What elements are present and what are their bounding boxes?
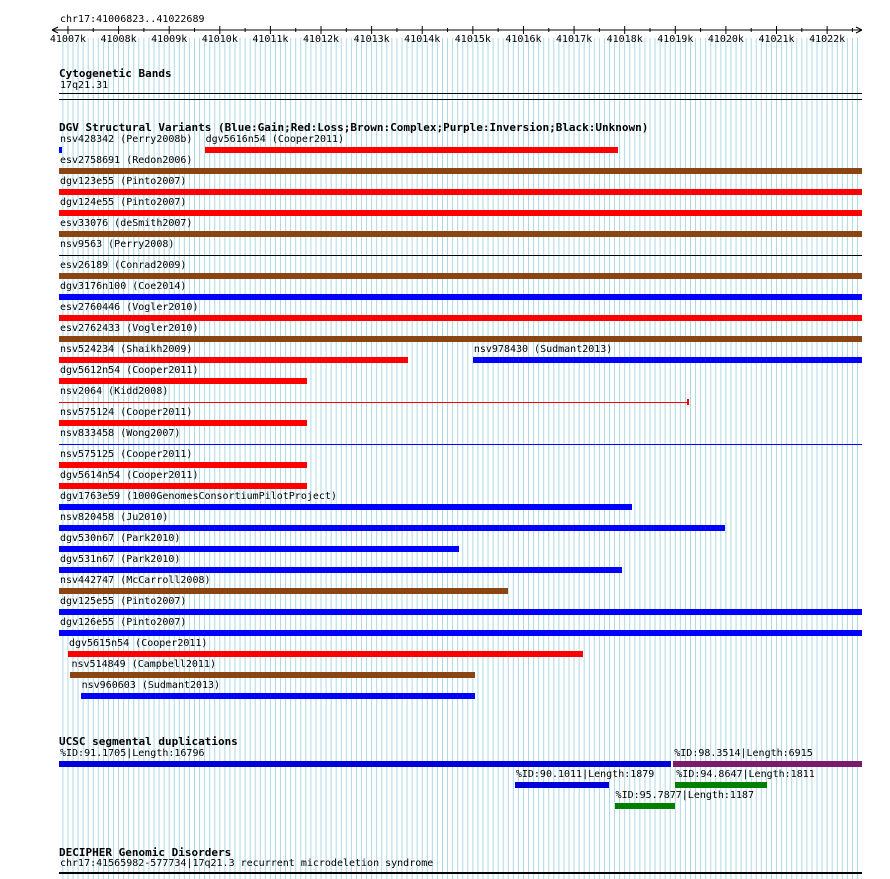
dgv-variant-label[interactable]: esv2760446 (Vogler2010) (60, 302, 199, 313)
dgv-variant-bar[interactable] (59, 357, 408, 363)
dgv-variant-bar[interactable] (59, 462, 307, 468)
dgv-track-title[interactable]: DGV Structural Variants (Blue:Gain;Red:Loss;Brown:Complex;Purple:Inversion;Black:Unknown) (59, 121, 649, 134)
dgv-variant-bar[interactable] (59, 255, 862, 256)
dgv-variant-bar[interactable] (59, 567, 622, 573)
ruler-tick-label: 41019k (657, 34, 694, 45)
dgv-variant-label[interactable]: dgv530n67 (Park2010) (60, 533, 181, 544)
ruler-tick-label: 41010k (201, 34, 238, 45)
segdup-bar[interactable] (59, 761, 671, 767)
segdup-label[interactable]: %ID:95.7877|Length:1187 (615, 790, 755, 801)
dgv-variant-label[interactable]: dgv126e55 (Pinto2007) (60, 617, 187, 628)
ruler-tick-label: 41008k (100, 34, 137, 45)
location-label: chr17:41006823..41022689 (60, 14, 205, 25)
dgv-variant-bar[interactable] (59, 210, 862, 216)
dgv-variant-bar[interactable] (59, 525, 725, 531)
dgv-variant-bar[interactable] (59, 315, 862, 321)
dgv-variant-label[interactable]: dgv124e55 (Pinto2007) (60, 197, 187, 208)
dgv-variant-label[interactable]: nsv9563 (Perry2008) (60, 239, 175, 250)
dgv-variant-label[interactable]: nsv820458 (Ju2010) (60, 512, 169, 523)
dgv-variant-bar[interactable] (59, 231, 862, 237)
dgv-variant-bar[interactable] (59, 483, 307, 489)
dgv-variant-label[interactable]: nsv442747 (McCarroll2008) (60, 575, 211, 586)
cytoband-track-title[interactable]: Cytogenetic Bands (59, 67, 172, 80)
dgv-variant-label[interactable]: nsv978430 (Sudmant2013) (473, 344, 613, 355)
dgv-variant-label[interactable]: nsv960603 (Sudmant2013) (81, 680, 221, 691)
dgv-variant-label[interactable]: dgv1763e59 (1000GenomesConsortiumPilotProject) (60, 491, 337, 502)
dgv-variant-label[interactable]: dgv3176n100 (Coe2014) (60, 281, 187, 292)
ruler-tick-label: 41007k (49, 34, 87, 45)
decipher-feature-label[interactable]: chr17:41565982-577734|17q21.3 recurrent microdeletion syndrome (60, 858, 434, 869)
decipher-track-title[interactable]: DECIPHER Genomic Disorders (59, 846, 232, 859)
dgv-variant-bar[interactable] (205, 147, 618, 153)
ruler-tick-label: 41017k (556, 34, 593, 45)
dgv-variant-bar[interactable] (59, 420, 307, 426)
dgv-variant-label[interactable]: esv2758691 (Redon2006) (60, 155, 193, 166)
dgv-variant-label[interactable]: nsv833458 (Wong2007) (60, 428, 181, 439)
ruler-tick-label: 41021k (758, 34, 795, 45)
dgv-variant-label[interactable]: dgv125e55 (Pinto2007) (60, 596, 187, 607)
ruler-tick-label: 41018k (606, 34, 643, 45)
cytoband-line (59, 93, 862, 94)
dgv-variant-bar[interactable] (81, 693, 476, 699)
segdup-bar[interactable] (515, 782, 610, 788)
segdup-bar[interactable] (675, 782, 767, 788)
dgv-variant-label[interactable]: nsv524234 (Shaikh2009) (60, 344, 193, 355)
dgv-variant-label[interactable]: esv26189 (Conrad2009) (60, 260, 187, 271)
dgv-variant-bar[interactable] (59, 189, 862, 195)
dgv-variant-bar[interactable] (59, 504, 632, 510)
dgv-variant-bar[interactable] (59, 336, 862, 342)
dgv-variant-bar[interactable] (59, 147, 62, 153)
segdup-label[interactable]: %ID:90.1011|Length:1879 (515, 769, 655, 780)
segdup-label[interactable]: %ID:94.8647|Length:1811 (676, 769, 815, 780)
ruler-tick-label: 41009k (151, 34, 188, 45)
dgv-variant-label[interactable]: esv2762433 (Vogler2010) (60, 323, 199, 334)
ruler-tick-label: 41012k (302, 34, 340, 45)
segdup-track-title[interactable]: UCSC segmental duplications (59, 735, 238, 748)
dgv-variant-bar[interactable] (59, 630, 862, 636)
dgv-variant-bar[interactable] (59, 609, 862, 615)
dgv-variant-label[interactable]: dgv5615n54 (Cooper2011) (68, 638, 208, 649)
dgv-variant-label[interactable]: dgv123e55 (Pinto2007) (60, 176, 187, 187)
dgv-variant-bar[interactable] (68, 651, 583, 657)
ruler-tick-label: 41013k (353, 34, 390, 45)
ruler-tick-label: 41022k (809, 34, 846, 45)
dgv-variant-label[interactable]: dgv5616n54 (Cooper2011) (205, 134, 345, 145)
dgv-variant-label[interactable]: dgv5612n54 (Cooper2011) (60, 365, 199, 376)
dgv-variant-label[interactable]: nsv428342 (Perry2008b) (60, 134, 193, 145)
cytoband-label: 17q21.31 (60, 80, 109, 91)
segdup-label[interactable]: %ID:98.3514|Length:6915 (674, 748, 813, 759)
dgv-variant-bar[interactable] (59, 546, 459, 552)
dgv-variant-bar[interactable] (59, 273, 862, 279)
decipher-feature-bar[interactable] (59, 872, 862, 874)
dgv-variant-bar[interactable] (59, 378, 307, 384)
dgv-variant-bar[interactable] (59, 402, 688, 403)
dgv-variant-end-cap (687, 399, 689, 405)
segdup-bar[interactable] (615, 803, 676, 809)
dgv-variant-bar[interactable] (473, 357, 862, 363)
dgv-variant-bar[interactable] (59, 294, 862, 300)
ruler-tick-label: 41016k (505, 34, 542, 45)
ruler-tick-label: 41015k (454, 34, 491, 45)
cytoband-line-bottom (59, 99, 862, 100)
segdup-label[interactable]: %ID:91.1705|Length:16796 (60, 748, 205, 759)
dgv-variant-label[interactable]: dgv5614n54 (Cooper2011) (60, 470, 199, 481)
dgv-variant-bar[interactable] (59, 168, 862, 174)
dgv-variant-label[interactable]: nsv514849 (Campbell2011) (71, 659, 216, 670)
dgv-variant-bar[interactable] (59, 588, 508, 594)
dgv-variant-label[interactable]: dgv531n67 (Park2010) (60, 554, 181, 565)
dgv-variant-label[interactable]: esv33076 (deSmith2007) (60, 218, 193, 229)
ruler-tick-label: 41014k (404, 34, 441, 45)
segdup-bar[interactable] (673, 761, 862, 767)
dgv-variant-label[interactable]: nsv2064 (Kidd2008) (60, 386, 169, 397)
dgv-variant-label[interactable]: nsv575125 (Cooper2011) (60, 449, 193, 460)
dgv-variant-bar[interactable] (70, 672, 475, 678)
dgv-variant-label[interactable]: nsv575124 (Cooper2011) (60, 407, 193, 418)
ruler-tick-label: 41020k (707, 34, 744, 45)
dgv-variant-bar[interactable] (59, 444, 862, 445)
ruler-tick-label: 41011k (252, 34, 289, 45)
